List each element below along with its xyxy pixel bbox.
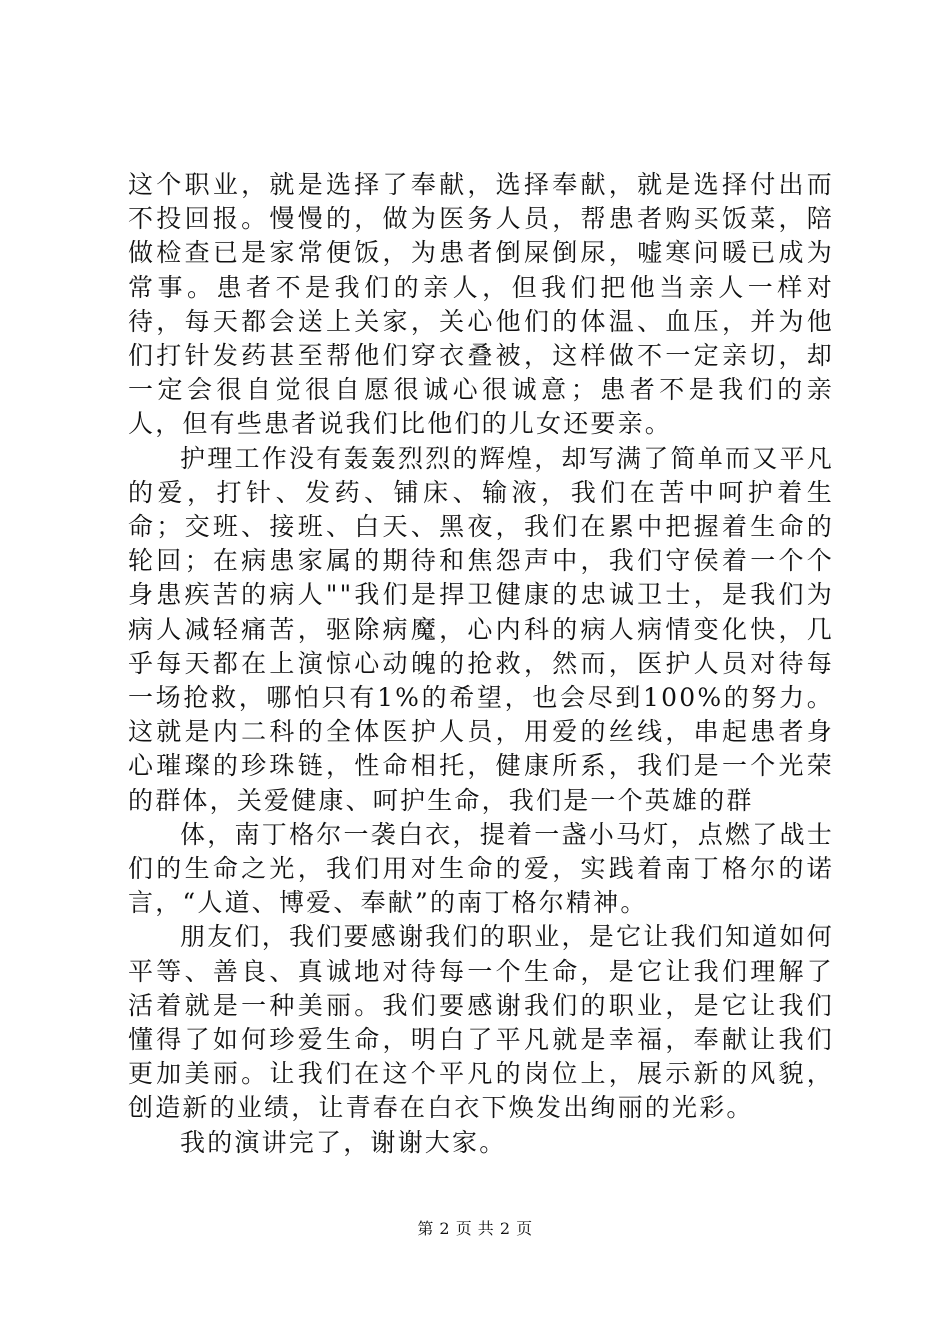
paragraph-3: 体，南丁格尔一袭白衣，提着一盏小马灯，点燃了战士们的生命之光，我们用对生命的爱，实践着南丁格尔的诺言，“人道、博爱、奉献”的南丁格尔精神。 bbox=[128, 819, 834, 918]
speech-body bbox=[128, 168, 834, 1160]
paragraph-5: 我的演讲完了，谢谢大家。 bbox=[180, 1127, 507, 1157]
page-number-footer: 第 2 页 共 2 页 bbox=[417, 1219, 533, 1238]
paragraph-4: 朋友们，我们要感谢我们的职业，是它让我们知道如何平等、善良、真诚地对待每一个生命，是它让我们理解了活着就是一种美丽。我们要感谢我们的职业，是它让我们懂得了如何珍爱生命，明白了平凡就是幸福，奉献让我们更加美丽。让我们在这个平凡的岗位上，展示新的风貌，创造新的业绩，让青春在白衣下焕发出绚丽的光彩。 bbox=[128, 922, 834, 1123]
paragraph-2: 护理工作没有轰轰烈烈的辉煌，却写满了简单而又平凡的爱，打针、发药、铺床、输液，我们在苦中呵护着生命；交班、接班、白天、黑夜，我们在累中把握着生命的轮回；在病患家属的期待和焦怨声中，我们守侯着一个个身患疾苦的病人""我们是捍卫健康的忠诚卫士，是我们为病人减轻痛苦，驱除病魔，心内科的病人病情变化快，几乎每天都在上演惊心动魄的抢救，然而，医护人员对待每一场抢救，哪怕只有1%的希望，也会尽到100%的努力。这就是内二科的全体医护人员，用爱的丝线，串起患者身心璀璨的珍珠链，性命相托，健康所系，我们是一个光荣的群体，关爱健康、呵护生命，我们是一个英雄的群 bbox=[128, 443, 834, 815]
paragraph-1: 这个职业，就是选择了奉献，选择奉献，就是选择付出而不投回报。慢慢的，做为医务人员，帮患者购买饭菜，陪做检查已是家常便饭，为患者倒屎倒尿，嘘寒问暖已成为常事。患者不是我们的亲人，但我们把他当亲人一样对待，每天都会送上关家，关心他们的体温、血压，并为他们打针发药甚至帮他们穿衣叠被，这样做不一定亲切，却一定会很自觉很自愿很诚心很诚意；患者不是我们的亲人，但有些患者说我们比他们的儿女还要亲。 bbox=[128, 170, 834, 439]
